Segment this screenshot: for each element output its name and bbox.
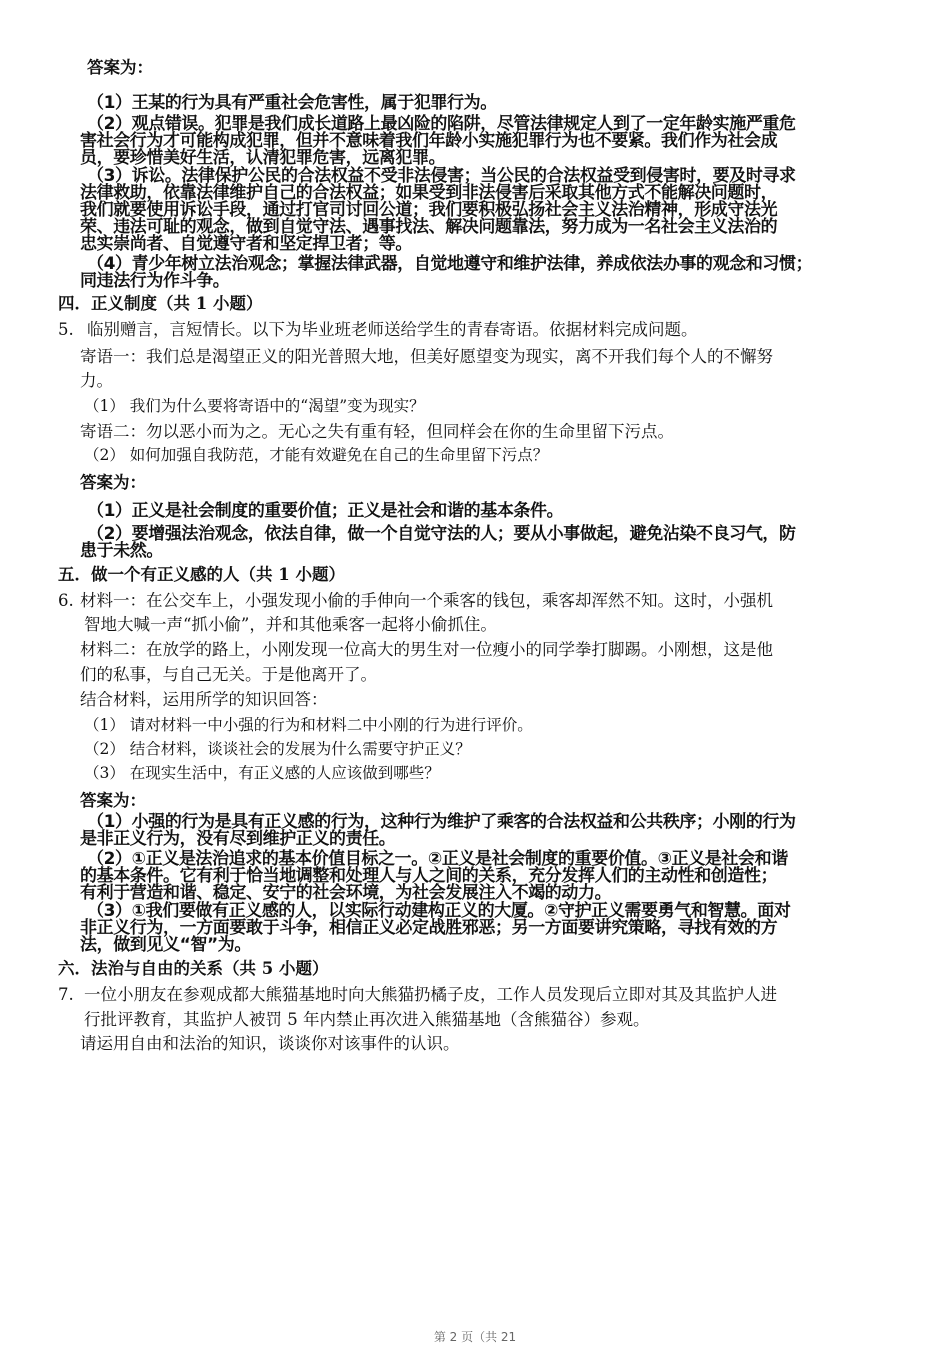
- section-title: 四．正义制度（共 1 小题）: [58, 294, 263, 313]
- question-text: 行批评教育，其监护人被罚 5 年内禁止再次进入熊猫基地（含熊猫谷）参观。: [84, 1010, 650, 1029]
- sub-question: （2） 如何加强自我防范，才能有效避免在自己的生命里留下污点？: [84, 446, 549, 464]
- q4-answer-line: 同违法行为作斗争。: [80, 271, 230, 291]
- q4-answer-heading: 答案为：: [87, 58, 153, 77]
- sub-question: （3） 在现实生活中，有正义感的人应该做到哪些？: [84, 764, 440, 782]
- answer-line: （2）要增强法治观念，依法自律，做一个自觉守法的人；要从小事做起，避免沾染不良习气，防: [87, 524, 796, 544]
- question-text: 一位小朋友在参观成都大熊猫基地时向大熊猫扔橘子皮，工作人员发现后立即对其及其监护人进: [84, 985, 777, 1004]
- material-text: 力。: [80, 371, 113, 390]
- prompt-text: 结合材料，运用所学的知识回答：: [80, 690, 328, 709]
- answer-line: （2）①正义是法治追求的基本价值目标之一。②正义是社会制度的重要价值。③正义是社会和谐: [87, 849, 788, 869]
- question-number: 6.: [58, 591, 74, 610]
- answer-line: 有利于营造和谐、稳定、安宁的社会环境，为社会发展注入不竭的动力。: [80, 883, 612, 903]
- q4-answer-line: 法律救助，依靠法律维护自己的合法权益；如果受到非法侵害后采取其他方式不能解决问题时，: [80, 183, 778, 203]
- answer-line: （1）正义是社会制度的重要价值；正义是社会和谐的基本条件。: [87, 501, 564, 521]
- q4-answer-line: （4）青少年树立法治观念；掌握法律武器，自觉地遵守和维护法律，养成依法办事的观念和习惯；: [87, 254, 813, 274]
- page-footer: 第 2 页（共 21: [433, 1330, 517, 1344]
- answer-line: 的基本条件。它有利于恰当地调整和处理人与人之间的关系，充分发挥人们的主动性和创造性；: [80, 866, 778, 886]
- q4-answer-line: 荣、违法可耻的观念，做到自觉守法、遇事找法、解决问题靠法，努力成为一名社会主义法治的: [80, 217, 778, 237]
- section-title: 五．做一个有正义感的人（共 1 小题）: [58, 565, 345, 584]
- q4-answer-line: 害社会行为才可能构成犯罪，但并不意味着我们年龄小实施犯罪行为也不要紧。我们作为社会成: [80, 131, 778, 151]
- q4-answer-line: （1）王某的行为具有严重社会危害性，属于犯罪行为。: [87, 93, 497, 113]
- answer-line: 法，做到见义“智”为。: [80, 935, 251, 955]
- question-number: 7.: [58, 985, 74, 1004]
- q4-answer-line: 员，要珍惜美好生活，认清犯罪危害，远离犯罪。: [80, 148, 446, 168]
- section-title: 六．法治与自由的关系（共 5 小题）: [58, 959, 329, 978]
- material-text: 材料二：在放学的路上，小刚发现一位高大的男生对一位瘦小的同学拳打脚踢。小刚想，这是他: [80, 640, 773, 659]
- question-text: 临别赠言，言短情长。以下为毕业班老师送给学生的青春寄语。依据材料完成问题。: [87, 320, 698, 339]
- answer-line: （3）①我们要做有正义感的人，以实际行动建构正义的大厦。②守护正义需要勇气和智慧。面对: [87, 901, 791, 921]
- answer-line: 是非正义行为，没有尽到维护正义的责任。: [80, 829, 396, 849]
- answer-line: 非正义行为，一方面要敢于斗争，相信正义必定战胜邪恶；另一方面要讲究策略，寻找有效的方: [80, 918, 778, 938]
- sub-question: （2） 结合材料，谈谈社会的发展为什么需要守护正义？: [84, 740, 471, 758]
- answer-line: 患于未然。: [80, 541, 163, 561]
- question-text: 请运用自由和法治的知识，谈谈你对该事件的认识。: [80, 1034, 460, 1053]
- q4-answer-line: 我们就要使用诉讼手段，通过打官司讨回公道；我们要积极弘扬社会主义法治精神，形成守法光: [80, 200, 778, 220]
- material-text: 们的私事，与自己无关。于是他离开了。: [80, 665, 377, 684]
- q4-answer-line: （3）诉讼。法律保护公民的合法权益不受非法侵害；当公民的合法权益受到侵害时，要及时寻求: [87, 166, 796, 186]
- material-text: 材料一：在公交车上，小强发现小偷的手伸向一个乘客的钱包，乘客却浑然不知。这时，小强机: [80, 591, 773, 610]
- q4-answer-line: 忠实崇尚者、自觉遵守者和坚定捍卫者；等。: [80, 234, 412, 254]
- material-text: 寄语一：我们总是渴望正义的阳光普照大地，但美好愿望变为现实，离不开我们每个人的不懈努: [80, 347, 773, 366]
- answer-line: （1）小强的行为是具有正义感的行为，这种行为维护了乘客的合法权益和公共秩序；小刚的行为: [87, 812, 796, 832]
- question-number: 5.: [58, 320, 74, 339]
- material-text: 智地大喊一声“抓小偷”，并和其他乘客一起将小偷抓住。: [84, 615, 497, 634]
- sub-question: （1） 我们为什么要将寄语中的“渴望”变为现实？: [84, 397, 425, 415]
- answer-heading: 答案为：: [80, 473, 146, 492]
- q4-answer-line: （2）观点错误。犯罪是我们成长道路上最凶险的陷阱，尽管法律规定人到了一定年龄实施严重危: [87, 114, 796, 134]
- material-text: 寄语二：勿以恶小而为之。无心之失有重有轻，但同样会在你的生命里留下污点。: [80, 422, 674, 441]
- sub-question: （1） 请对材料一中小强的行为和材料二中小刚的行为进行评价。: [84, 716, 533, 734]
- answer-heading: 答案为：: [80, 791, 146, 810]
